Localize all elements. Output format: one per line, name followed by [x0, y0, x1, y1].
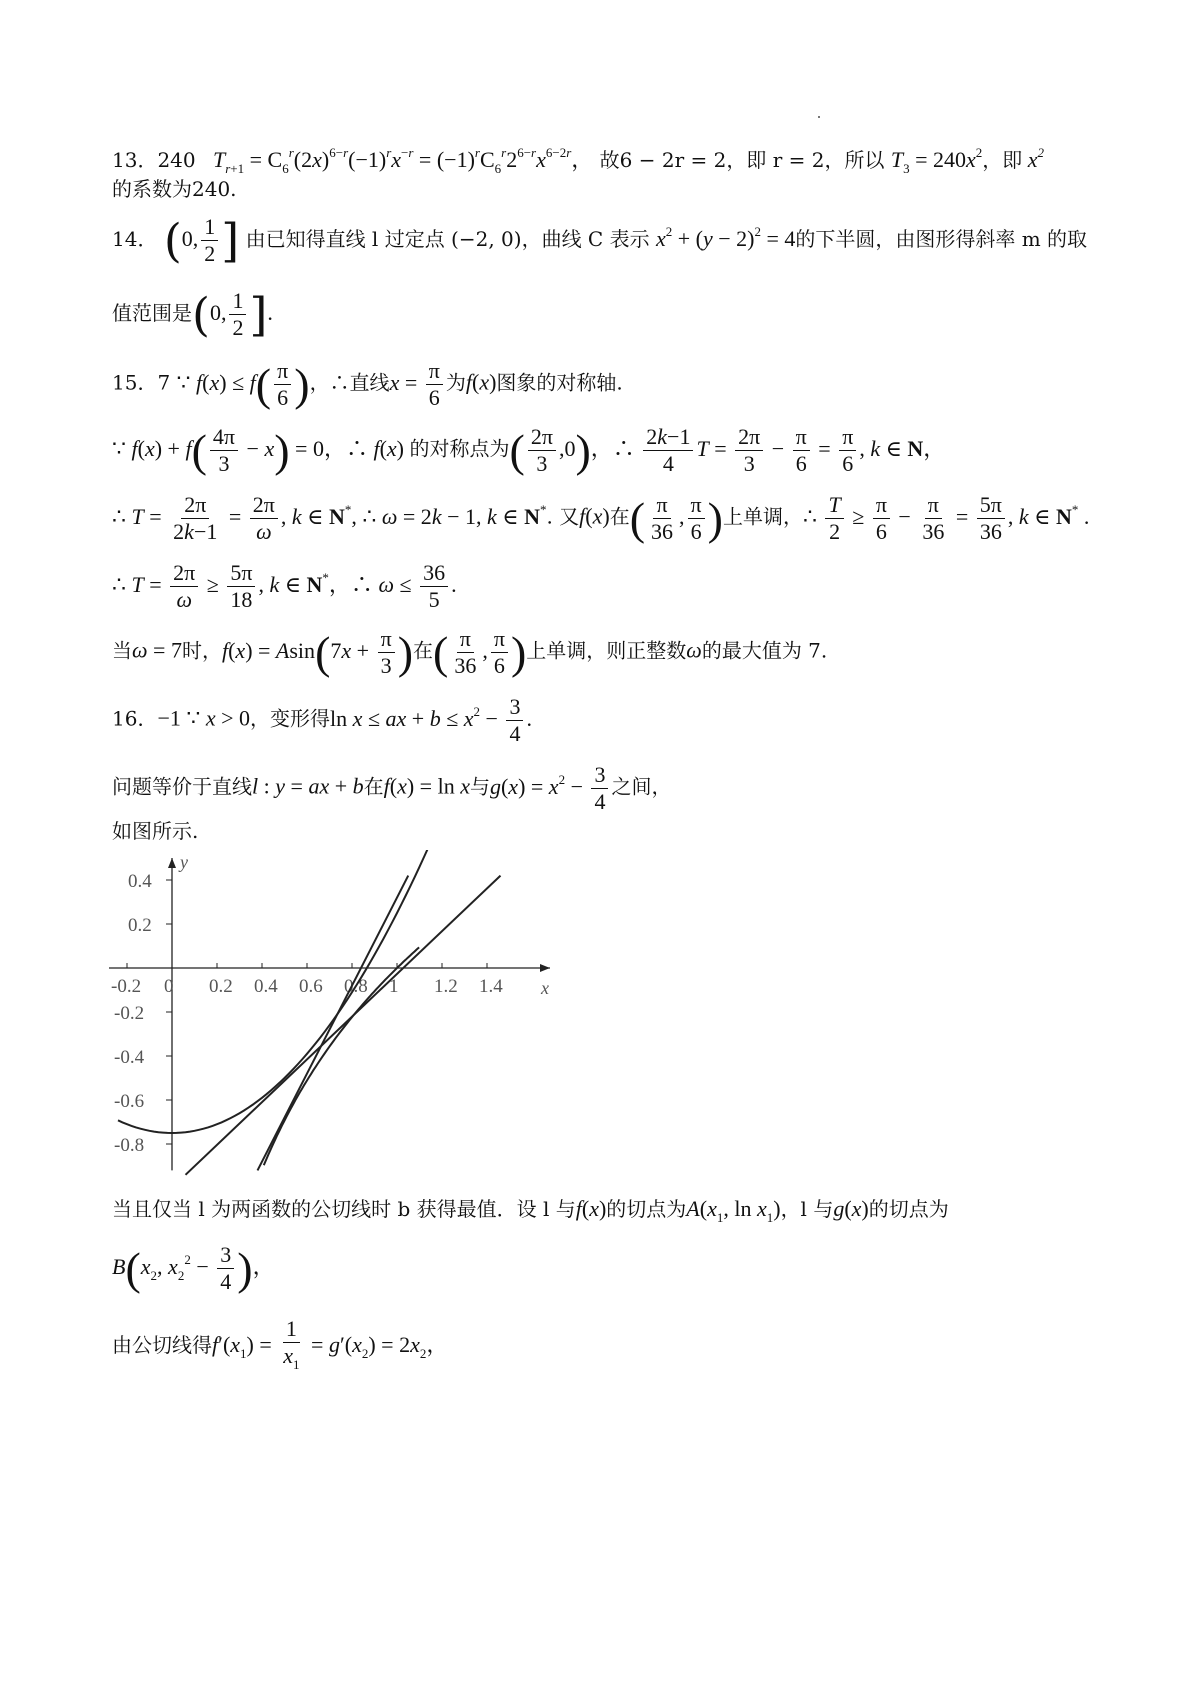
x-tick-label: -0.2	[111, 976, 142, 997]
p13-line-2	[112, 174, 237, 204]
x-tick-label: 0.4	[254, 976, 278, 997]
p14-circle-eq: $x^2 + (y - 2)^2 = 4$	[655, 224, 796, 251]
p14-text-b: 的下半圆，由图形得斜率 m 的取	[795, 227, 1088, 251]
p16-l4-text-a: 当且仅当 l 为两函数的公切线时 b 获得最值．设 l 与	[112, 1197, 576, 1221]
y-tick-label: 0.4	[128, 871, 152, 892]
p15-text-a: ，∴直线	[309, 370, 390, 395]
x-tick-label: 0	[164, 976, 174, 997]
steep-line	[258, 876, 409, 1171]
p13-binomial-term: $T_{r+1} = C_6^r(2x)^{6-r}(-1)^rx^{-r} = (-1)^rC_6^r2^{6-r}x^{6-2r}$，	[212, 145, 594, 176]
p16-l4-text-b: 的切点为	[606, 1197, 687, 1221]
p14-text-c: 值范围是	[112, 301, 192, 325]
p15-l3-text-b: 在	[609, 504, 630, 529]
p13-text-b: 故6 − 2r = 2，即 r = 2，所以	[599, 148, 885, 172]
scan-speck	[818, 116, 820, 118]
p16-line-3	[112, 816, 198, 846]
p16-l4-text-d: 的切点为	[868, 1197, 949, 1221]
y-tick-label: -0.8	[114, 1135, 145, 1156]
y-axis-label: y	[180, 852, 188, 872]
p15-number: 15．7	[112, 370, 171, 395]
x-tick-label: 0.2	[209, 976, 233, 997]
p15-text-c: 图象的对称轴.	[496, 370, 623, 395]
p13-line-1	[112, 138, 1044, 184]
p13-t3: $T_3 = 240x^2$	[890, 145, 983, 176]
p15-l3-text-a: . 又	[546, 504, 580, 529]
p16-line-1: 16．−1 ∵ x > 0，变形得ln x ≤ ax + $b \le x^2$ − $\frac{3}{4}$ .	[112, 694, 532, 746]
p13-text-d: 的系数为240.	[112, 177, 237, 201]
p15-l5-text-e: 的最大值为 7.	[701, 638, 828, 663]
p15-line-1: 15．7 ∵ f(x) ≤ f( $\frac{\pi}{6}$ )，∴直线x = $\frac{\pi}{6}$ 为f(x)图象的对称轴.	[112, 358, 623, 410]
p16-l2-text-c: 与	[469, 774, 490, 799]
y-tick-label: 0.2	[128, 915, 152, 936]
p14-interval-open: (	[163, 213, 182, 268]
p14-text-a: 由已知得直线 l 过定点 (−2, 0)，曲线 C 表示	[245, 227, 650, 251]
p14-line-1: 14． (0, $\frac{1}{2}$ ] 由已知得直线 l 过定点 (−2, 0)，曲线 C 表示 $x^2 + (y - 2)^2 = 4$的下半圆，由图形得斜率 m 的取	[112, 213, 1088, 268]
p16-l6-text: 由公切线得	[112, 1333, 212, 1358]
p16-text-a: ，变形得	[250, 706, 331, 731]
p14-interval-fraction: $\frac{1}{2}$	[201, 214, 218, 267]
x-tick-label: 0.8	[344, 976, 368, 997]
p16-l2-text-d: 之间，	[611, 774, 672, 799]
p13-x2: $x^2$	[1022, 145, 1045, 172]
p14-line-2: 值范围是(0, $\frac{1}{2}$ ].	[112, 287, 273, 342]
y-axis-arrow	[168, 858, 176, 868]
p14-range-fraction: $\frac{1}{2}$	[229, 288, 246, 341]
x-tick-label: 1	[389, 976, 399, 997]
p15-l5-text-c: 在	[413, 638, 434, 663]
p15-line-3: ∴ T = $\frac{2\pi}{2k-1}$ = $\frac{2\pi}{\omega}$ , k ∈ N*, ∴ ω = 2k − 1, k ∈ N*. 又f(x)在( $\frac{\pi}{36}$ , $\frac{\pi}{6}$ )上单调，∴ $\frac{T}{2}$ ≥ $\frac{\pi}{6}$ − $\frac{\pi}{36}$ = $\frac{5\pi}{36}$ , k ∈ N* .	[112, 492, 1090, 544]
p13-text-c: ，即	[982, 148, 1023, 172]
p13-number: 13．240	[112, 148, 196, 172]
y-tick-label: -0.4	[114, 1047, 145, 1068]
x-axis-label: x	[541, 978, 549, 998]
p15-ineq: ∵ f(x) ≤ f( $\frac{\pi}{6}$ )	[176, 358, 310, 410]
p15-line-4: ∴ T = $\frac{2\pi}{\omega}$ ≥ $\frac{5\pi}{18}$ , k ∈ N*，∴ ω ≤ $\frac{36}{5}$ .	[112, 560, 457, 612]
p16-l2-text-b: 在	[363, 774, 384, 799]
x-tick-label: 0.6	[299, 976, 323, 997]
p15-line-2: ∵ f(x) + f( $\frac{4\pi}{3}$ − x) = 0，∴ f(x) 的对称点为( $\frac{2\pi}{3}$ ,0)，∴ $\frac{2k-1}{4}$ T = $\frac{2\pi}{3}$ − $\frac{\pi}{6}$ = $\frac{\pi}{6}$ , k ∈ N，	[112, 424, 946, 476]
x-tick-label: 1.2	[434, 976, 458, 997]
p16-line-2: 问题等价于直线l : y = ax + b在f(x) = ln x与$g(x) = x^2$ − $\frac{3}{4}$ 之间，	[112, 762, 672, 814]
p15-l5-text-b: 时，	[181, 638, 222, 663]
p16-l4-text-c: ，l 与	[780, 1197, 834, 1221]
p15-l5-text-d: 上单调，则正整数	[526, 638, 687, 663]
x-tick-label: 1.4	[479, 976, 503, 997]
p15-line-5: 当ω = 7时，f(x) = Asin(7x + $\frac{\pi}{3}$ )在( $\frac{\pi}{36}$ , $\frac{\pi}{6}$ )上单调，则正整数ω的最大值为 7.	[112, 626, 828, 678]
x-axis-arrow	[540, 964, 550, 972]
p16-number: 16．	[112, 706, 158, 731]
p16-l3-text: 如图所示.	[112, 819, 199, 843]
p16-l2-text-a: 问题等价于直线	[112, 774, 252, 799]
y-tick-label: -0.6	[114, 1091, 145, 1112]
p16-line-4: 当且仅当 l 为两函数的公切线时 b 获得最值．设 l 与f(x)的切点为$A(x_1$, $\ln x_1$)，l 与g(x)的切点为	[112, 1196, 949, 1225]
function-graph-figure	[100, 850, 570, 1180]
p15-l3-text-c: 上单调，	[722, 504, 803, 529]
common-tangent-line	[186, 876, 501, 1175]
p16-line-6: 由公切线得$f'(x_1)$ = $\frac{1}{x_1}$ = $g'(x_2) = 2x_2$，	[112, 1316, 449, 1372]
p15-text-b: 为	[445, 370, 466, 395]
p15-l5-text-a: 当	[112, 638, 132, 663]
y-tick-label: -0.2	[114, 1003, 145, 1024]
p15-l2-text: 的对称点为	[409, 436, 510, 461]
p16-line-5: $B(x_2$, $x_2^2$ − $\frac{3}{4}$ )，	[112, 1242, 275, 1294]
p14-number: 14．	[112, 227, 158, 251]
